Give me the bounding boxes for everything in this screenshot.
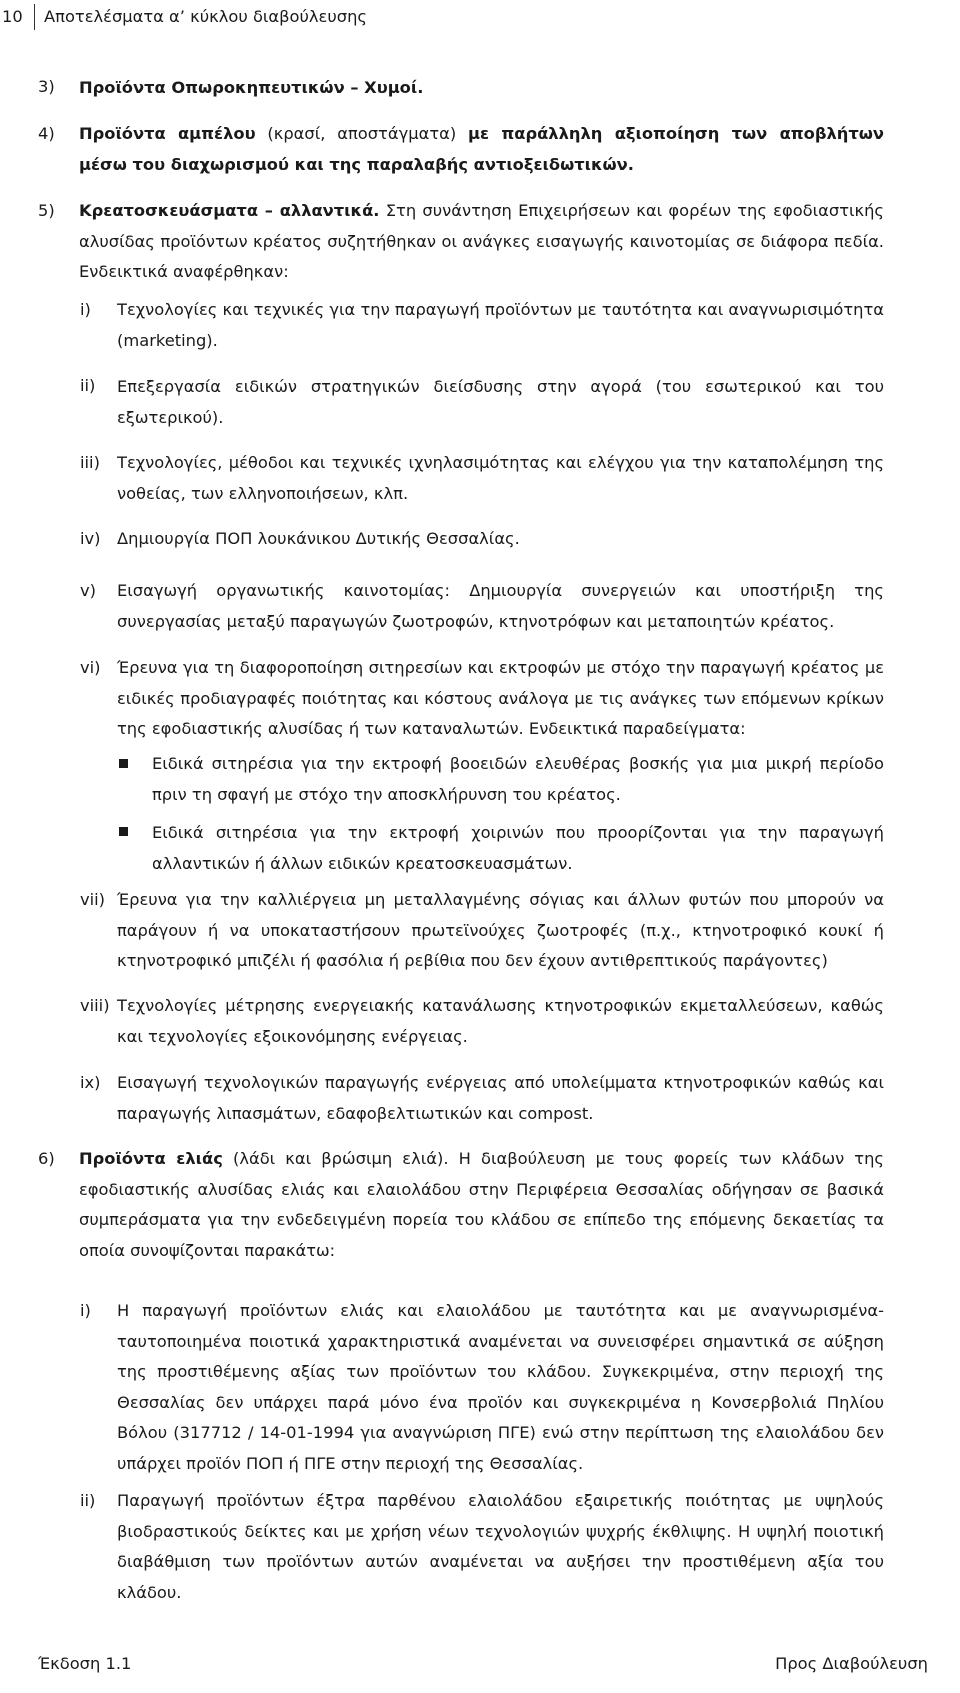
sub-label: vi): [80, 658, 101, 677]
sub-label: iv): [80, 529, 101, 548]
sub-label: ii): [80, 1491, 96, 1510]
sub-label: v): [80, 581, 96, 600]
sub-label: vii): [80, 890, 106, 909]
sub-label: iii): [80, 453, 100, 472]
sub-label: ii): [80, 376, 96, 395]
sub-text: Παραγωγή προϊόντων έξτρα παρθένου ελαιολάδου εξαιρετικής ποιότητας με υψηλούς βιοδραστικούς δείκτες και με χρήση νέων τεχνολογιών ψυχρής έκθλιψης. Η υψηλή ποιοτική διαβάθμιση των προϊόντων αυτών αναμένεται να αυξήσει την προστιθέμενη αξία του κλάδου.: [117, 1491, 884, 1602]
sub-label: i): [80, 300, 91, 319]
item-title: Προϊόντα αμπέλου: [79, 124, 256, 143]
bullet-text: Ειδικά σιτηρέσια για την εκτροφή χοιρινών που προορίζονται για την παραγωγή αλλαντικών ή άλλων ειδικών κρεατοσκευασμάτων.: [152, 823, 884, 873]
item-title: Προϊόντα Οπωροκηπευτικών – Χυμοί.: [79, 78, 424, 97]
page-number: 10: [2, 6, 23, 26]
sub-text: Δημιουργία ΠΟΠ λουκάνικου Δυτικής Θεσσαλίας.: [117, 529, 520, 548]
sub-text: Τεχνολογίες μέτρησης ενεργειακής κατανάλωσης κτηνοτροφικών εκμεταλλεύσεων, καθώς και τεχνολογίες εξοικονόμησης ενέργειας.: [117, 996, 884, 1046]
footer-status: Προς Διαβούλευση: [775, 1654, 928, 1673]
sub-label: viii): [80, 996, 110, 1015]
bullet-text: Ειδικά σιτηρέσια για την εκτροφή βοοειδών ελευθέρας βοσκής για μια μικρή περίοδο πριν τη σφαγή με στόχο την αποσκλήρυνση του κρέατος.: [152, 754, 884, 804]
item-label: 5): [38, 201, 55, 220]
item-text: [79, 119, 884, 180]
sub-text: Επεξεργασία ειδικών στρατηγικών διείσδυσης στην αγορά (του εσωτερικού και του εξωτερικού).: [117, 377, 884, 427]
sub-text: Έρευνα για τη διαφοροποίηση σιτηρεσίων και εκτροφών με στόχο την παραγωγή κρέατος με ειδικές προδιαγραφές ποιότητας και κόστους ανάλογα με τις ανάγκες των επόμενων κρίκων της εφοδιαστικής αλυσίδας ή των καταναλωτών. Ενδεικτικά παραδείγματα:: [117, 658, 884, 738]
sub-text: Η παραγωγή προϊόντων ελιάς και ελαιολάδου με ταυτότητα και με αναγνωρισμένα-ταυτοποιημένα ποιοτικά χαρακτηριστικά αναμένεται να συνεισφέρει σημαντικά σε αύξηση της προστιθέμενης αξίας των προϊόντων του κλάδου. Συγκεκριμένα, στην περιοχή της Θεσσαλίας δεν υπάρχει παρά μόνο ένα προϊόν και συγκεκριμένα η Κονσερβολιά Πηλίου Βόλου (317712 / 14-01-1994 για αναγνώριση ΠΓΕ) ενώ στην περίπτωση της ελαιολάδου δεν υπάρχει προϊόν ΠΟΠ ή ΠΓΕ στην περιοχή της Θεσσαλίας.: [117, 1301, 884, 1473]
item-body: (λάδι και βρώσιμη ελιά). Η διαβούλευση με τους φορείς των κλάδων της εφοδιαστικής αλυσίδας ελιάς και ελαιολάδου στην Περιφέρεια Θεσσαλίας οδήγησαν σε βασικά συμπεράσματα για την ενδεδειγμένη πορεία του κλάδου σε επίπεδο της επόμενης δεκαετίας τα οποία συνοψίζονται παρακάτω:: [79, 1149, 884, 1260]
item-text: [79, 196, 884, 288]
footer-edition: Έκδοση 1.1: [38, 1654, 132, 1673]
sub-label: ix): [80, 1073, 101, 1092]
item-label: 6): [38, 1149, 55, 1168]
sub-text: Τεχνολογίες, μέθοδοι και τεχνικές ιχνηλασιμότητας και ελέγχου για την καταπολέμηση της νοθείας, των ελληνοποιήσεων, κλπ.: [117, 453, 884, 503]
sub-label: i): [80, 1301, 91, 1320]
item-title: Προϊόντα ελιάς: [79, 1149, 223, 1168]
sub-text: Εισαγωγή οργανωτικής καινοτομίας: Δημιουργία συνεργειών και υποστήριξη της συνεργασίας μεταξύ παραγωγών ζωοτροφών, κτηνοτρόφων και μεταποιητών κρέατος.: [117, 581, 884, 631]
sub-text: Έρευνα για την καλλιέργεια μη μεταλλαγμένης σόγιας και άλλων φυτών που μπορούν να παράγουν ή να υποκαταστήσουν πρωτεϊνούχες ζωοτροφές (π.χ., κτηνοτροφικό κουκί ή κτηνοτροφικό μπιζέλι ή φασόλια ή ρεβίθια που δεν έχουν αντιθρεπτικούς παράγοντες): [117, 890, 884, 970]
item-text: [79, 1144, 884, 1266]
item-label: 3): [38, 77, 55, 96]
item-note: (κρασί, αποστάγματα): [255, 124, 469, 143]
square-bullet-icon: [119, 759, 128, 768]
item-text: [79, 73, 879, 104]
header-divider: [34, 4, 35, 30]
page-header: [0, 4, 367, 30]
square-bullet-icon: [119, 827, 128, 836]
sub-text: Εισαγωγή τεχνολογικών παραγωγής ενέργειας από υπολείμματα κτηνοτροφικών καθώς και παραγωγής λιπασμάτων, εδαφοβελτιωτικών και compost.: [117, 1073, 884, 1123]
item-body: Στη συνάντηση Επιχειρήσεων και φορέων της εφοδιαστικής αλυσίδας προϊόντων κρέατος συζητήθηκαν οι ανάγκες εισαγωγής καινοτομίας σε διάφορα πεδία. Ενδεικτικά αναφέρθηκαν:: [79, 201, 884, 281]
item-label: 4): [38, 124, 55, 143]
sub-text: Τεχνολογίες και τεχνικές για την παραγωγή προϊόντων με ταυτότητα και αναγνωρισιμότητα (marketing).: [117, 300, 884, 350]
item-title: Κρεατοσκευάσματα – αλλαντικά.: [79, 201, 380, 220]
item-title-cont: με παράλληλη αξιοποίηση των αποβλήτων μέσω του διαχωρισμού και της παραλαβής αντιοξειδωτικών.: [79, 124, 884, 174]
header-title: Αποτελέσματα α’ κύκλου διαβούλευσης: [44, 6, 367, 26]
